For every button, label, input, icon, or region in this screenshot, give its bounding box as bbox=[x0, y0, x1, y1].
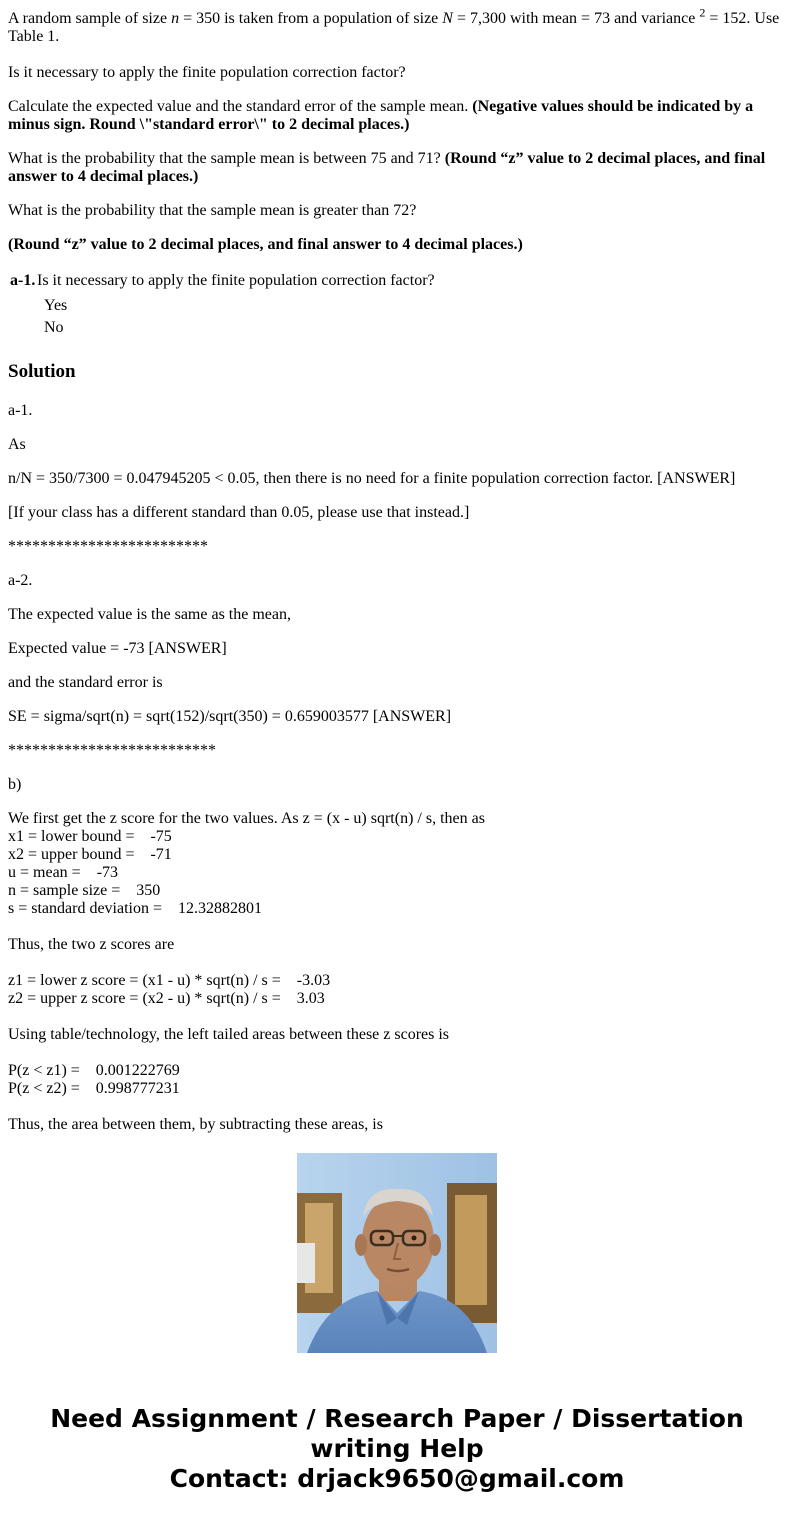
solution-a1-label: a-1. bbox=[8, 402, 33, 419]
z-setup bbox=[8, 810, 788, 918]
promo-line-2: writing Help bbox=[310, 1434, 484, 1463]
solution-heading: Solution bbox=[8, 361, 76, 382]
x1-line: x1 = lower bound = -75 bbox=[8, 828, 172, 845]
question-a1-block bbox=[8, 272, 788, 342]
intro-line2: Table 1. bbox=[8, 28, 60, 45]
using-table: Using table/technology, the left tailed areas between these z scores is bbox=[8, 1026, 450, 1043]
se-value: SE = sigma/sqrt(n) = sqrt(152)/sqrt(350) = 0.659003577 [ANSWER] bbox=[8, 708, 452, 725]
expected-value: Expected value = -73 [ANSWER] bbox=[8, 640, 227, 657]
avatar-portrait-icon bbox=[297, 1153, 497, 1353]
separator-2: ************************** bbox=[8, 742, 216, 759]
promo-banner bbox=[0, 1404, 794, 1494]
question-4-instruction bbox=[8, 236, 788, 254]
solution-ratio: n/N = 350/7300 = 0.047945205 < 0.05, then there is no need for a finite population correction factor. [ANSWER] bbox=[8, 470, 736, 487]
intro-superscript: 2 bbox=[699, 5, 706, 20]
question-3-instruction-1: (Round “z” value to 2 decimal places, and final bbox=[444, 150, 766, 167]
solution-b-label: b) bbox=[8, 776, 22, 793]
question-a1-label: a-1. bbox=[10, 272, 36, 289]
document-content bbox=[8, 0, 788, 1133]
p1-line: P(z < z1) = 0.001222769 bbox=[8, 1062, 180, 1079]
solution-a2-label: a-2. bbox=[8, 572, 33, 589]
promo-contact[interactable]: Contact: drjack9650@gmail.com bbox=[169, 1464, 625, 1493]
question-4-instruction-text: (Round “z” value to 2 decimal places, and final answer to 4 decimal places.) bbox=[8, 236, 523, 253]
question-3-text: What is the probability that the sample mean is between 75 and 71? bbox=[8, 150, 445, 167]
x2-line: x2 = upper bound = -71 bbox=[8, 846, 172, 863]
option-yes[interactable]: Yes bbox=[44, 297, 68, 314]
question-2-instruction-2: minus sign. Round \"standard error\" to 2 decimal places.) bbox=[8, 116, 410, 133]
problem-intro bbox=[8, 5, 788, 46]
question-1: Is it necessary to apply the finite population correction factor? bbox=[8, 64, 406, 81]
z-scores bbox=[8, 972, 788, 1008]
n-line: n = sample size = 350 bbox=[8, 882, 161, 899]
s-line: s = standard deviation = 12.32882801 bbox=[8, 900, 263, 917]
solution-as: As bbox=[8, 436, 26, 453]
u-line: u = mean = -73 bbox=[8, 864, 119, 881]
author-avatar bbox=[297, 1153, 497, 1353]
z-intro: We first get the z score for the two values. As z = (x - u) sqrt(n) / s, then as bbox=[8, 810, 485, 827]
promo-line-1: Need Assignment / Research Paper / Dissertation bbox=[50, 1404, 744, 1433]
option-no[interactable]: No bbox=[44, 319, 64, 336]
thus-z: Thus, the two z scores are bbox=[8, 936, 175, 953]
question-4: What is the probability that the sample mean is greater than 72? bbox=[8, 202, 417, 219]
intro-text-c: = 7,300 with mean = 73 and variance bbox=[452, 10, 700, 27]
z1-line: z1 = lower z score = (x1 - u) * sqrt(n) / s = -3.03 bbox=[8, 972, 331, 989]
question-2-text: Calculate the expected value and the standard error of the sample mean. bbox=[8, 98, 473, 115]
question-2-instruction-1: (Negative values should be indicated by a bbox=[472, 98, 754, 115]
z2-line: z2 = upper z score = (x2 - u) * sqrt(n) / s = 3.03 bbox=[8, 990, 325, 1007]
se-intro: and the standard error is bbox=[8, 674, 163, 691]
question-3 bbox=[8, 150, 788, 186]
p2-line: P(z < z2) = 0.998777231 bbox=[8, 1080, 180, 1097]
expected-intro: The expected value is the same as the mean, bbox=[8, 606, 291, 623]
intro-text-b: = 350 is taken from a population of size bbox=[179, 10, 443, 27]
question-3-instruction-2: answer to 4 decimal places.) bbox=[8, 168, 199, 185]
probabilities bbox=[8, 1062, 788, 1098]
intro-text-d: = 152. Use bbox=[705, 10, 780, 27]
intro-N-symbol: N bbox=[442, 10, 453, 27]
thus-area: Thus, the area between them, by subtracting these areas, is bbox=[8, 1116, 383, 1133]
separator-1: ************************* bbox=[8, 538, 208, 555]
question-2 bbox=[8, 98, 788, 134]
intro-n-symbol: n bbox=[171, 10, 180, 27]
question-a1-text: Is it necessary to apply the finite population correction factor? bbox=[37, 272, 435, 289]
solution-note: [If your class has a different standard than 0.05, please use that instead.] bbox=[8, 504, 470, 521]
intro-text-a: A random sample of size bbox=[8, 10, 172, 27]
